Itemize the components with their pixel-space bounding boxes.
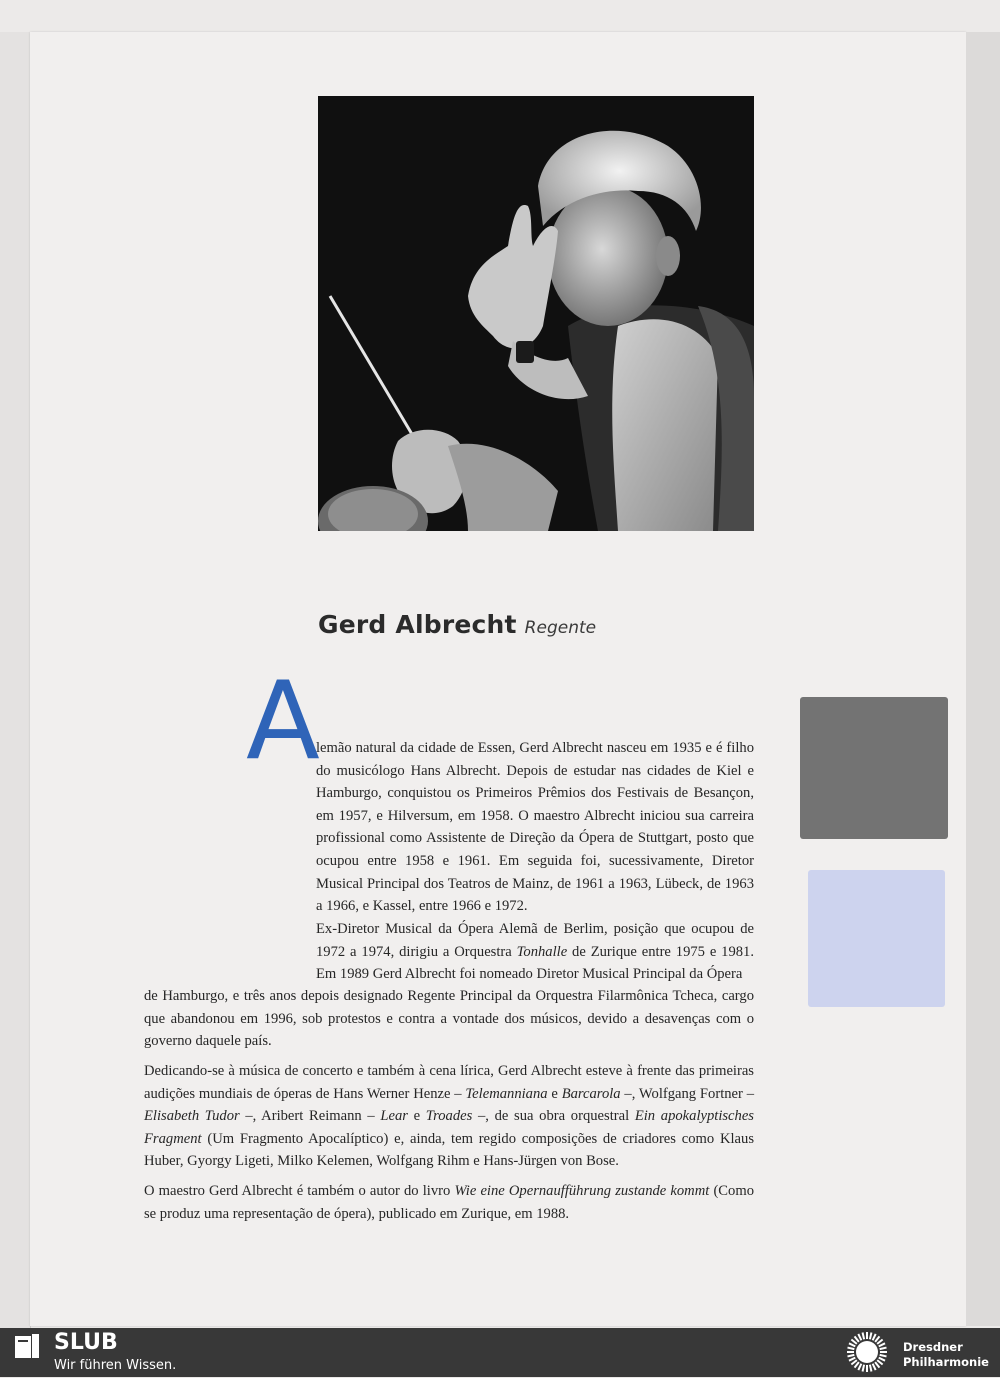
p3-text-e: e (407, 1108, 426, 1125)
sunburst-ray (858, 1364, 861, 1370)
sunburst-ray (877, 1340, 882, 1344)
blue-color-swatch (808, 870, 945, 1007)
sunburst-ray (877, 1360, 882, 1364)
slub-name[interactable]: SLUB (54, 1330, 118, 1355)
sunburst-ray (848, 1355, 855, 1357)
sunburst-ray (855, 1336, 859, 1341)
sunburst-ray (863, 1365, 865, 1372)
sunburst-ray (873, 1334, 876, 1340)
bio-paragraph-2 (316, 918, 754, 986)
sunburst-ray (848, 1348, 855, 1350)
gray-color-swatch (800, 697, 948, 839)
p3-text-b: e (547, 1085, 562, 1102)
dresdner-philharmonie-sunburst-icon[interactable] (842, 1331, 892, 1373)
person-role: Regente (524, 618, 597, 638)
conductor-photo (318, 96, 754, 531)
sunburst-ray (851, 1360, 856, 1364)
slub-tagline: Wir führen Wissen. (54, 1358, 177, 1373)
p3-em-4: Lear (380, 1108, 408, 1125)
sunburst-ray (880, 1348, 887, 1350)
previous-page-edge (0, 32, 31, 1332)
sunburst-ray (849, 1343, 855, 1346)
p3-em-1: Telemanniana (465, 1085, 548, 1102)
p3-text-f: –, de sua obra orquestral (472, 1108, 635, 1125)
sunburst-ray (849, 1358, 855, 1361)
sunburst-ray (870, 1333, 872, 1340)
p4-book-title: Wie eine Opernaufführung zustande kommt (454, 1183, 710, 1199)
p3-em-2: Barcarola (561, 1085, 621, 1102)
p3-em-6: Ein apokalyptisches Fragment (144, 1108, 754, 1147)
p3-em-3: Elisabeth Tudor (144, 1108, 240, 1125)
bio-paragraph-2-text-a: Ex-Diretor Musical da Ópera Alemã de Berlim, posição que ocupou de 1972 a 1974, dirigiu a Orquestra (316, 921, 754, 960)
sunburst-ray (855, 1362, 859, 1367)
p3-text-d: –, Aribert Reimann – (239, 1108, 381, 1125)
partner-name-line-1: Dresdner (903, 1340, 963, 1354)
sunburst-ray (858, 1334, 861, 1340)
sunburst-ray (879, 1358, 885, 1361)
bio-paragraph-4 (144, 1180, 754, 1225)
p3-text-a: Dedicando-se à música de concerto e também à cena lírica, Gerd Albrecht esteve à frente das primeiras audições mundiais de óperas de Hans Werner Henze – (144, 1063, 754, 1102)
p4-text-a: O maestro Gerd Albrecht é também o autor do livro (144, 1183, 455, 1199)
p3-text-g: (Um Fragmento Apocalíptico) e, ainda, tem regido composições de criadores como Klaus Huber, Gyorgy Ligeti, Milko Kelemen, Wolfgang Rihm e Hans-Jürgen von Bose. (144, 1130, 754, 1170)
drop-cap: A (246, 659, 320, 784)
bio-paragraph-2-continued: de Hamburgo, e três anos depois designado Regente Principal da Orquestra Filarmônica Tcheca, cargo que abandonou em 1996, sob protestos e contra a vontade dos músicos, devido a desavenças com o governo daquele país. (144, 988, 754, 1050)
bio-paragraph-2-text-b: de Zurique entre 1975 e 1981. Em 1989 Gerd Albrecht foi nomeado Diretor Musical Principal da Ópera (316, 943, 755, 983)
next-page-edge (966, 32, 1000, 1326)
sunburst-ray (875, 1336, 879, 1341)
bio-paragraph-1: lemão natural da cidade de Essen, Gerd Albrecht nasceu em 1935 e é filho do musicólogo Hans Albrecht. Depois de estudar nas cidades de Kiel e Hamburgo, conquistou os Primeiros Prêmios dos Festivais de Besançon, em 1957, e Hilversum, em 1958. O maestro Albrecht iniciou sua carreira profissional como Assistente de Direção da Ópera de Stuttgart, posto que ocupou entre 1958 e 1961. Em seguida foi, sucessivamente, Diretor Musical Principal dos Teatros de Mainz, de 1961 a 1963, Lübeck, de 1963 a 1966, e Kassel, entre 1966 e 1972. (316, 740, 754, 915)
sunburst-ray (863, 1333, 865, 1340)
partner-name-line-2: Philharmonie (903, 1355, 989, 1369)
p3-text-c: –, Wolfgang Fortner – (620, 1085, 754, 1102)
sunburst-ray (875, 1362, 879, 1367)
slub-book-icon[interactable] (12, 1332, 42, 1362)
bio-paragraph-3 (144, 1060, 754, 1173)
sunburst-ray (879, 1343, 885, 1346)
sunburst-ray (873, 1364, 876, 1370)
person-name: Gerd Albrecht (318, 610, 517, 639)
p3-em-5: Troades (425, 1108, 473, 1125)
sunburst-ray (880, 1355, 887, 1357)
p4-text-b: (Como se produz uma representação de ópera), publicado em Zurique, em 1988. (144, 1183, 754, 1222)
sunburst-ray (870, 1365, 872, 1372)
sunburst-ray (851, 1340, 856, 1344)
bio-heading (318, 610, 596, 639)
bio-paragraph-2-emphasis: Tonhalle (516, 943, 568, 960)
